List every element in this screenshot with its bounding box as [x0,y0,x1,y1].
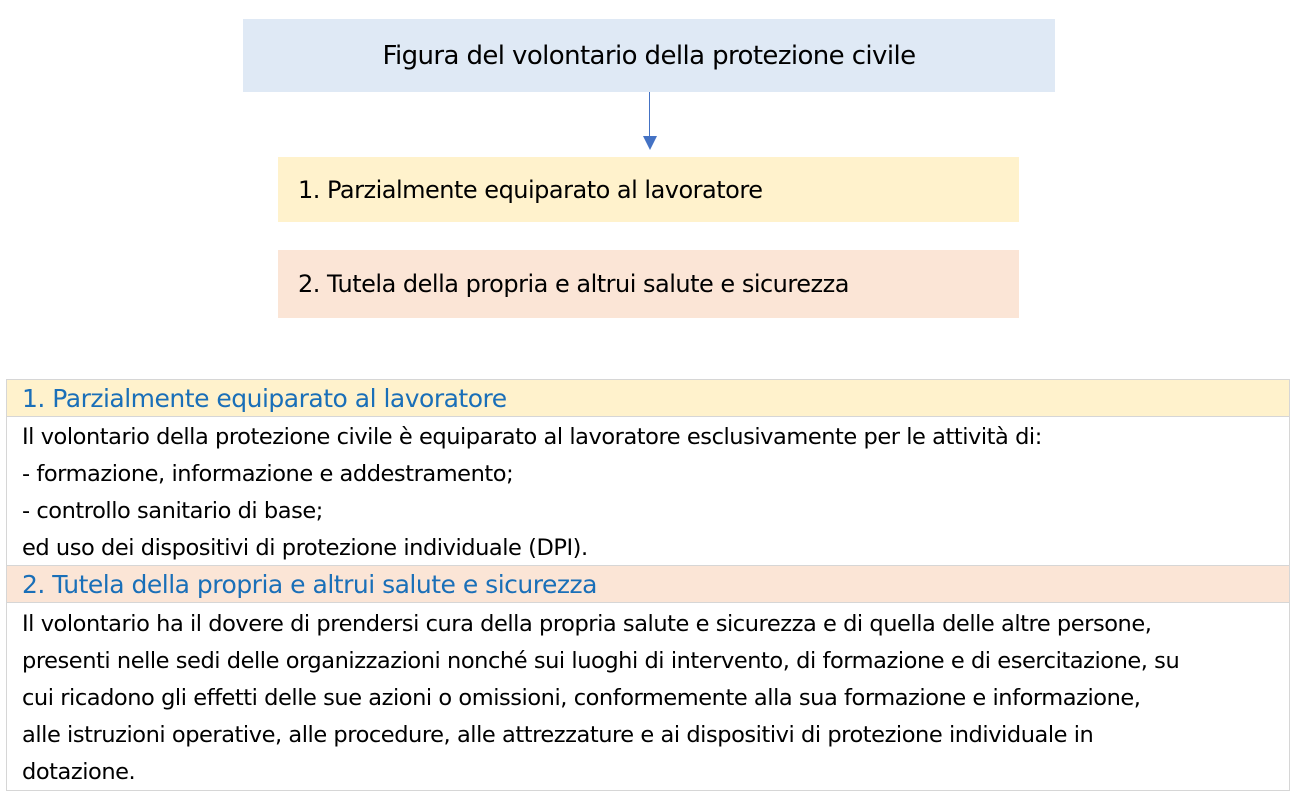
body-line: ed uso dei dispositivi di protezione individuale (DPI). [22,535,588,561]
flow-box-label: 2. Tutela della propria e altrui salute e sicurezza [298,270,849,298]
flow-box-tutela [278,250,1019,318]
body-line: Il volontario della protezione civile è equiparato al lavoratore esclusivamente per le attività di: [22,424,1042,450]
diagram-title-box [243,19,1055,92]
body-line: alle istruzioni operative, alle procedure, alle attrezzature e ai dispositivi di protezione individuale in [22,722,1094,748]
arrow-down-connector [649,92,650,139]
diagram-title: Figura del volontario della protezione civile [382,40,916,71]
arrow-down-icon [643,136,657,150]
body-line: - formazione, informazione e addestramento; [22,461,514,487]
section-heading-text: 1. Parzialmente equiparato al lavoratore [22,383,507,413]
section-heading-tutela [7,566,1289,603]
body-line: dotazione. [22,759,136,785]
body-line: Il volontario ha il dovere di prendersi cura della propria salute e sicurezza e di quella delle altre persone, [22,611,1152,637]
body-line: - controllo sanitario di base; [22,498,323,524]
section-body-equiparato [7,417,1289,566]
flow-box-equiparato [278,157,1019,222]
section-body-tutela [7,603,1289,790]
section-heading-text: 2. Tutela della propria e altrui salute e sicurezza [22,569,597,599]
section-heading-equiparato [7,380,1289,417]
flow-box-label: 1. Parzialmente equiparato al lavoratore [298,175,763,204]
detail-table [6,379,1290,791]
body-line: presenti nelle sedi delle organizzazioni nonché sui luoghi di intervento, di formazione e di esercitazione, su [22,648,1180,674]
body-line: cui ricadono gli effetti delle sue azioni o omissioni, conformemente alla sua formazione e informazione, [22,685,1141,711]
